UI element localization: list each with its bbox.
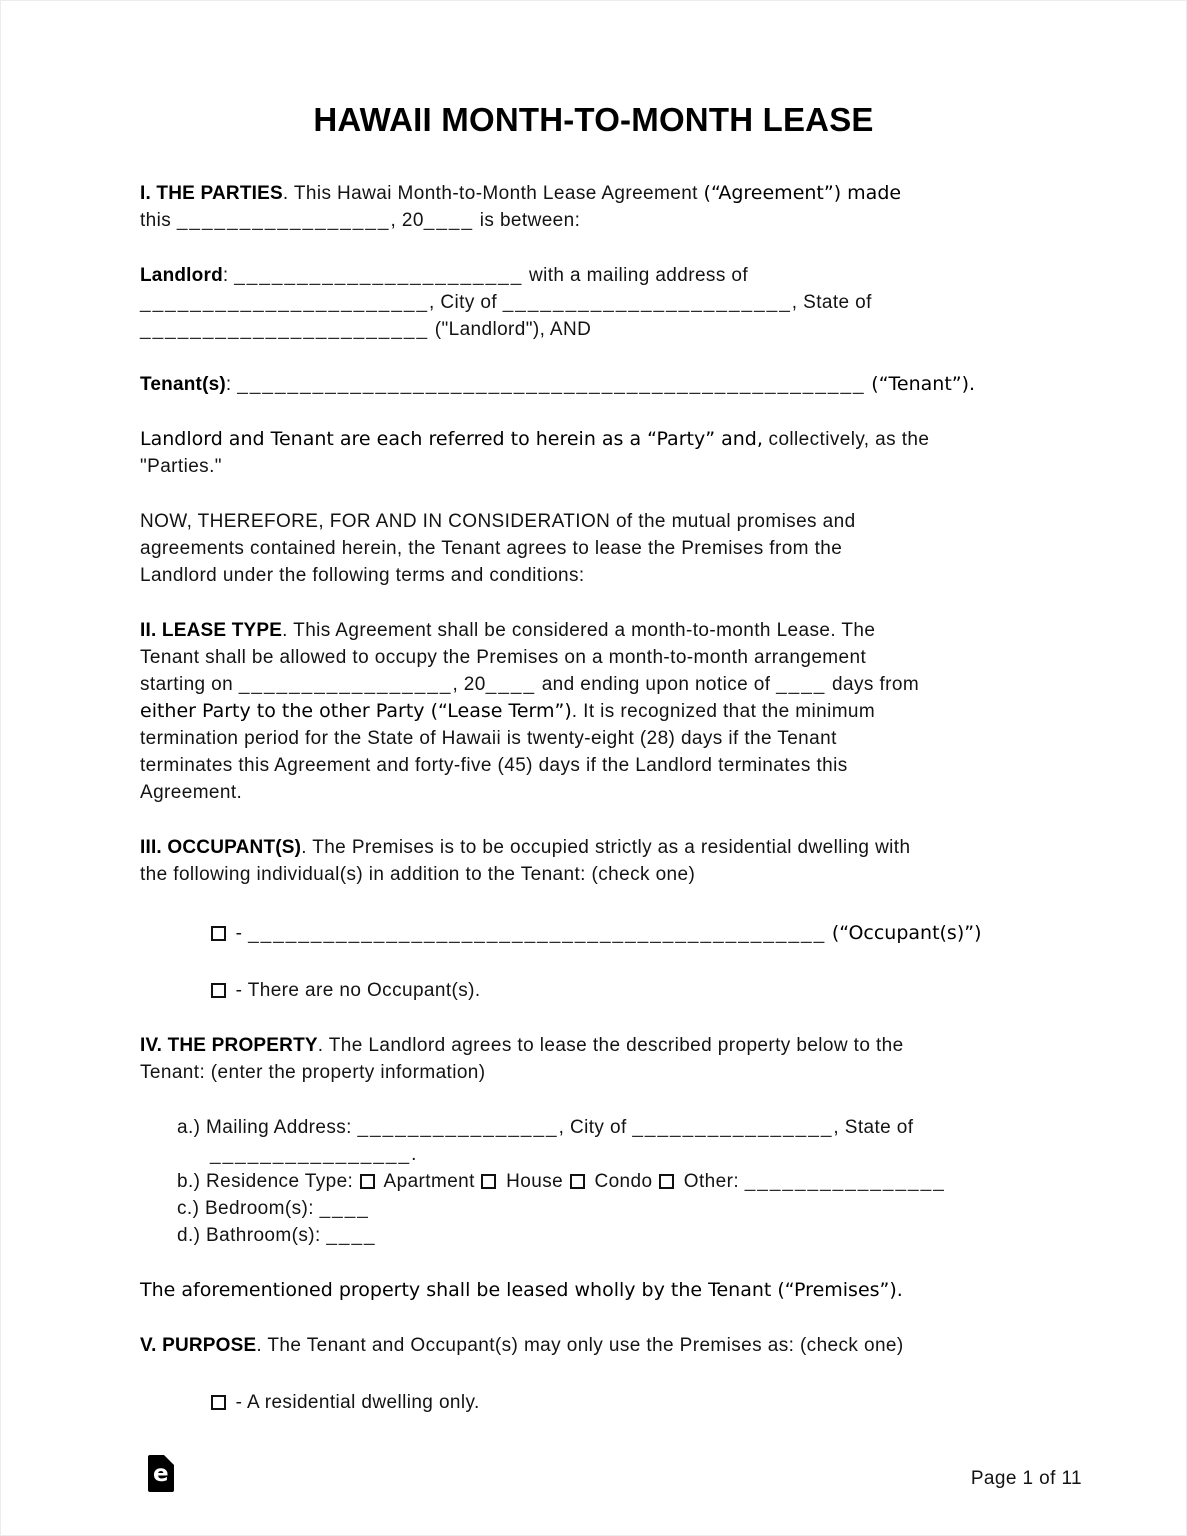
- doc-line: [140, 316, 1047, 343]
- doc-line: [140, 1114, 1047, 1141]
- occupants-none-checkbox[interactable]: [211, 983, 226, 998]
- eforms-logo-icon: [148, 1455, 174, 1492]
- text-segment: , City of: [558, 1117, 633, 1138]
- occupants-named-checkbox[interactable]: [211, 926, 226, 941]
- doc-line: [140, 262, 1047, 289]
- landlord-state-blank[interactable]: _______________________: [140, 319, 430, 340]
- text-segment: House: [500, 1171, 569, 1192]
- parties-reference: [140, 426, 1047, 480]
- text-segment: agreements contained herein, the Tenant agrees to lease the Premises from the: [140, 538, 843, 559]
- heading-purpose: V. PURPOSE: [140, 1335, 257, 1356]
- doc-line: [140, 535, 1047, 562]
- text-segment: Apartment: [378, 1171, 481, 1192]
- doc-line: [140, 1168, 1047, 1195]
- lease-start-year-blank[interactable]: ____: [485, 674, 537, 695]
- doc-line: [140, 644, 1047, 671]
- label-tenants: Tenant(s): [140, 374, 226, 395]
- text-segment: -: [230, 923, 249, 944]
- text-segment: Landlord under the following terms and conditions:: [140, 565, 585, 586]
- text-segment: , State of: [833, 1117, 914, 1138]
- doc-line: [140, 617, 1047, 644]
- text-segment: Agreement.: [140, 782, 243, 803]
- section-lease-type: [140, 617, 1047, 806]
- residence-apartment-checkbox[interactable]: [360, 1174, 375, 1189]
- doc-line: [140, 1032, 1047, 1059]
- doc-line: [140, 1332, 1047, 1359]
- section-purpose: [140, 1332, 1047, 1359]
- text-segment: Condo: [588, 1171, 659, 1192]
- bedrooms-blank[interactable]: ____: [319, 1198, 370, 1219]
- document-body: [140, 180, 1047, 1416]
- doc-line: [140, 508, 1047, 535]
- text-segment: :: [222, 265, 235, 286]
- occupants-option-named: [140, 920, 1047, 947]
- text-segment: starting on: [140, 674, 239, 695]
- text-segment: . It is recognized that the minimum: [571, 701, 876, 722]
- heading-property: IV. THE PROPERTY: [140, 1035, 318, 1056]
- purpose-residential-checkbox[interactable]: [211, 1395, 226, 1410]
- property-state-blank[interactable]: ________________: [210, 1144, 412, 1165]
- eforms-logo-letter: e: [153, 1461, 169, 1487]
- text-segment: with a mailing address of: [523, 265, 749, 286]
- section-occupants: [140, 834, 1047, 888]
- heading-occupants: III. OCCUPANT(S): [140, 837, 302, 858]
- text-segment: - A residential dwelling only.: [230, 1392, 480, 1413]
- text-segment: . This Hawai Month-to-Month Lease Agreement: [282, 183, 704, 204]
- page-number: Page 1 of 11: [970, 1468, 1082, 1489]
- doc-line: [140, 834, 1047, 861]
- doc-line: [140, 861, 1047, 888]
- heading-parties: I. THE PARTIES: [140, 183, 283, 204]
- text-segment: - There are no Occupant(s).: [230, 980, 481, 1001]
- occupants-option-none: [140, 977, 1047, 1004]
- bathrooms-blank[interactable]: ____: [326, 1225, 377, 1246]
- text-segment: c.) Bedroom(s):: [177, 1198, 320, 1219]
- residence-other-checkbox[interactable]: [659, 1174, 674, 1189]
- doc-line: [140, 977, 1047, 1004]
- property-details: [140, 1114, 1047, 1249]
- doc-line: [140, 725, 1047, 752]
- agreement-day-blank[interactable]: _________________: [176, 210, 391, 231]
- doc-line: [140, 779, 1047, 806]
- text-segment: .: [411, 1144, 417, 1165]
- text-segment: , 20: [452, 674, 486, 695]
- property-city-blank[interactable]: ________________: [632, 1117, 834, 1138]
- doc-line: [140, 920, 1047, 947]
- doc-line: [140, 180, 1047, 207]
- doc-line: [140, 289, 1047, 316]
- text-segment: a.) Mailing Address:: [177, 1117, 358, 1138]
- doc-line: [140, 671, 1047, 698]
- tenant-names-blank[interactable]: __________________________________________________: [237, 374, 866, 395]
- text-segment: (“Tenant”).: [871, 373, 976, 395]
- landlord-address-blank[interactable]: _______________________: [140, 292, 430, 313]
- text-segment: (“Occupant(s)”): [831, 922, 982, 944]
- doc-line: [140, 1389, 1047, 1416]
- text-segment: d.) Bathroom(s):: [177, 1225, 327, 1246]
- text-segment: Other:: [678, 1171, 745, 1192]
- doc-line: [140, 1222, 1047, 1249]
- doc-line: [140, 1277, 1047, 1304]
- text-segment: (“Agreement”) made: [703, 182, 902, 204]
- text-segment: , 20: [390, 210, 424, 231]
- purpose-option-residential: [140, 1389, 1047, 1416]
- text-segment: . The Tenant and Occupant(s) may only use the Premises as: (check one): [256, 1335, 904, 1356]
- landlord-name-blank[interactable]: _______________________: [234, 265, 524, 286]
- text-segment: Landlord and Tenant are each referred to herein as a “Party” and,: [140, 428, 763, 450]
- doc-line: [140, 1195, 1047, 1222]
- page-title: HAWAII MONTH-TO-MONTH LEASE: [313, 101, 874, 138]
- text-segment: Tenant: (enter the property information): [140, 1062, 486, 1083]
- notice-days-blank[interactable]: ____: [776, 674, 827, 695]
- text-segment: . The Premises is to be occupied strictly as a residential dwelling with: [301, 837, 911, 858]
- text-segment: b.) Residence Type:: [177, 1171, 359, 1192]
- section-parties: [140, 180, 1047, 234]
- text-segment: , State of: [791, 292, 872, 313]
- text-segment: the following individual(s) in addition to the Tenant: (check one): [140, 864, 696, 885]
- text-segment: terminates this Agreement and forty-five (45) days if the Landlord terminates this: [140, 755, 848, 776]
- text-segment: ("Landlord"), AND: [429, 319, 592, 340]
- lease-start-date-blank[interactable]: _________________: [238, 674, 453, 695]
- section-property: [140, 1032, 1047, 1086]
- heading-lease-type: II. LEASE TYPE: [140, 620, 283, 641]
- residence-house-checkbox[interactable]: [481, 1174, 496, 1189]
- label-landlord: Landlord: [140, 265, 223, 286]
- doc-line: [140, 371, 1047, 398]
- tenant-clause: [140, 371, 1047, 398]
- text-segment: NOW, THEREFORE, FOR AND IN CONSIDERATION of the mutual promises and: [140, 511, 856, 532]
- text-segment: , City of: [429, 292, 503, 313]
- doc-line: [140, 752, 1047, 779]
- text-segment: :: [225, 374, 238, 395]
- doc-line: [140, 207, 1047, 234]
- consideration-clause: [140, 508, 1047, 589]
- text-segment: and ending upon notice of: [536, 674, 777, 695]
- landlord-city-blank[interactable]: _______________________: [502, 292, 792, 313]
- text-segment: The aforementioned property shall be leased wholly by the Tenant (“Premises”).: [140, 1279, 903, 1301]
- text-segment: Tenant shall be allowed to occupy the Premises on a month-to-month arrangement: [140, 647, 867, 668]
- text-segment: is between:: [474, 210, 581, 231]
- doc-line: [140, 426, 1047, 453]
- occupant-names-blank[interactable]: ______________________________________________: [248, 923, 827, 944]
- text-segment: termination period for the State of Hawaii is twenty-eight (28) days if the Tenant: [140, 728, 837, 749]
- landlord-clause: [140, 262, 1047, 343]
- text-segment: . This Agreement shall be considered a month-to-month Lease. The: [282, 620, 876, 641]
- text-segment: days from: [826, 674, 920, 695]
- text-segment: "Parties.": [140, 456, 222, 477]
- doc-line: [140, 453, 1047, 480]
- text-segment: collectively, as the: [762, 429, 930, 450]
- doc-line: [140, 698, 1047, 725]
- text-segment: this: [140, 210, 177, 231]
- residence-other-blank[interactable]: ________________: [744, 1171, 946, 1192]
- premises-statement: [140, 1277, 1047, 1304]
- text-segment: . The Landlord agrees to lease the described property below to the: [317, 1035, 904, 1056]
- doc-line: [140, 1059, 1047, 1086]
- doc-line: [140, 562, 1047, 589]
- property-address-blank[interactable]: ________________: [357, 1117, 559, 1138]
- agreement-year-blank[interactable]: ____: [423, 210, 475, 231]
- residence-condo-checkbox[interactable]: [570, 1174, 585, 1189]
- doc-line: [140, 1141, 1047, 1168]
- text-segment: either Party to the other Party (“Lease Term”): [140, 700, 572, 722]
